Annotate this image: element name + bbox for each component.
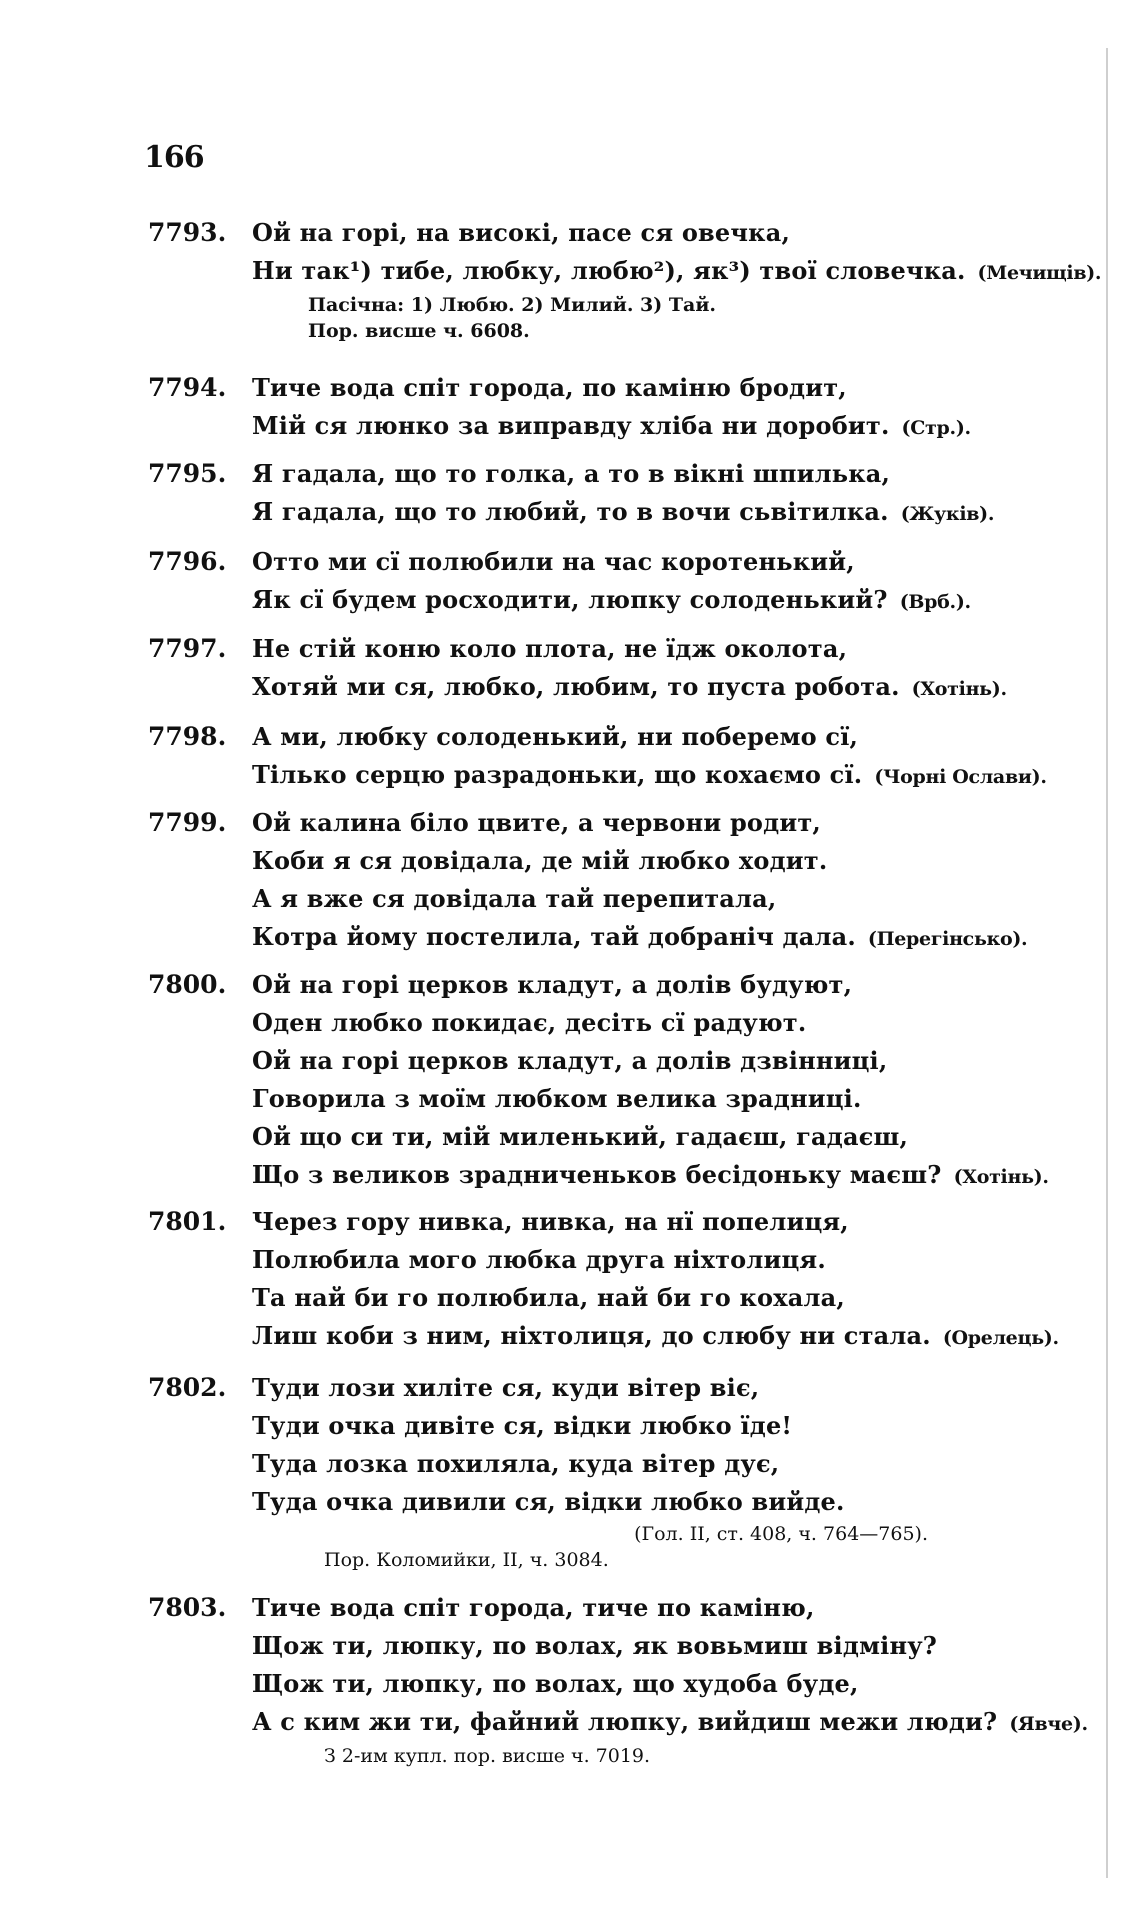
verse-line-text: Що з великов зрадниченьков бесідоньку маєш? [252,1160,942,1189]
verse-line: Тиче вода спіт города, по каміню бродит, [252,373,847,402]
source-place: (Хотінь). [911,678,1007,700]
verse-line: Коби я ся довідала, де мій любко ходит. [252,846,828,875]
verse-line-text: Ни так¹) тибе, любку, любю²), як³) твої словечка. [252,256,966,285]
page-number: 166 [144,140,204,175]
verse-line-text: Я гадала, що то любий, то в вочи сьвітилка. [252,497,889,526]
verse-line: Оден любко покидає, десіть сї радуют. [252,1008,807,1037]
source-place: (Жуків). [900,503,995,525]
verse-line-text: А с ким жи ти, файний люпку, вийдиш межи люди? [252,1707,998,1736]
verse-line [252,581,1088,621]
verse-line: Туди очка дивіте ся, відки любко їде! [252,1411,793,1440]
verse-line: Я гадала, що то голка, а то в вікні шпилька, [252,459,891,488]
entry-number: 7801. [148,1207,227,1236]
entry-number: 7795. [148,459,227,488]
entry-number: 7802. [148,1373,227,1402]
cross-reference-note: Пор. висше ч. 6608. [308,320,530,342]
entry-number: 7800. [148,970,227,999]
verse-line [252,668,1088,708]
verse-line [252,1703,1088,1743]
verse-line: Не стій коню коло плота, не їдж околота, [252,634,848,663]
verse-line: Тиче вода спіт города, тиче по каміню, [252,1593,815,1622]
verse-line [252,493,1088,533]
verse-line-text: Тілько серцю разрадоньки, що кохаємо сї. [252,760,863,789]
verse-line: Через гору нивка, нивка, на нї попелиця, [252,1207,849,1236]
source-place: (Чорні Ослави). [874,766,1047,788]
verse-line: Отто ми сї полюбили на час коротенький, [252,547,855,576]
verse-lines [252,455,1088,533]
variant-note: Пасічна: 1) Любю. 2) Милий. 3) Тай. [308,294,717,316]
entry-number: 7799. [148,808,227,837]
cross-reference-note: З 2-им купл. пор. висше ч. 7019. [324,1745,651,1767]
verse-line [252,1317,1088,1357]
verse-line: Полюбила мого любка друга ніхтолиця. [252,1245,826,1274]
entry-number: 7803. [148,1593,227,1622]
page-edge-line [1106,48,1108,1878]
verse-line: А ми, любку солоденький, ни поберемо сї, [252,722,859,751]
verse-lines [252,543,1088,621]
entry-number: 7794. [148,373,227,402]
entry-number: 7797. [148,634,227,663]
verse-lines [252,630,1088,708]
verse-line: Ой калина біло цвите, а червони родит, [252,808,821,837]
source-reference-note: (Гол. II, ст. 408, ч. 764—765). [634,1523,928,1545]
verse-line: Ой що си ти, мій миленький, гадаєш, гадаєш, [252,1122,909,1151]
verse-lines [252,804,1088,958]
entry-number: 7796. [148,547,227,576]
verse-lines [252,1589,1088,1769]
verse-line: Туди лози хиліте ся, куди вітер віє, [252,1373,760,1402]
verse-line-text: Котра йому постелила, тай добраніч дала. [252,922,856,951]
verse-line [252,756,1088,796]
cross-reference-note: Пор. Коломийки, II, ч. 3084. [324,1549,609,1571]
verse-line [252,918,1088,958]
verse-line: Та най би го полюбила, най би го кохала, [252,1283,845,1312]
source-place: (Мечищів). [977,262,1102,284]
source-place: (Врб.). [899,591,971,613]
verse-line: Щож ти, люпку, по волах, що худоба буде, [252,1669,859,1698]
source-place: (Перегінсько). [867,928,1028,950]
verse-line-text: Лиш коби з ним, ніхтолиця, до слюбу ни стала. [252,1321,931,1350]
source-place: (Стр.). [901,417,971,439]
verse-line-text: Мій ся люнко за виправду хліба ни доробит. [252,411,890,440]
verse-line [252,1156,1088,1196]
verse-line: А я вже ся довідала тай перепитала, [252,884,777,913]
verse-line: Щож ти, люпку, по волах, як вовьмиш відміну? [252,1631,938,1660]
verse-line-text: Хотяй ми ся, любко, любим, то пуста робота. [252,672,900,701]
entry-number: 7793. [148,218,227,247]
verse-lines [252,214,1102,344]
verse-line: Ой на горі церков кладут, а долів дзвінниці, [252,1046,888,1075]
verse-line [252,252,1102,292]
verse-line: Туда лозка похиляла, куда вітер дує, [252,1449,780,1478]
verse-lines [252,718,1088,796]
verse-lines [252,369,1088,447]
source-place: (Хотінь). [953,1166,1049,1188]
source-place: (Явче). [1009,1713,1088,1735]
verse-line: Туда очка дивили ся, відки любко вийде. [252,1487,845,1516]
verse-line-text: Як сї будем росходити, люпку солоденький? [252,585,888,614]
verse-line: Говорила з моїм любком велика зрадниці. [252,1084,862,1113]
entry-number: 7798. [148,722,227,751]
verse-line [252,407,1088,447]
verse-lines [252,966,1088,1196]
verse-lines [252,1203,1088,1357]
source-place: (Орелець). [942,1327,1059,1349]
verse-lines [252,1369,1088,1573]
verse-line: Ой на горі церков кладут, а долів будуют, [252,970,853,999]
verse-line: Ой на горі, на високі, пасе ся овечка, [252,218,791,247]
